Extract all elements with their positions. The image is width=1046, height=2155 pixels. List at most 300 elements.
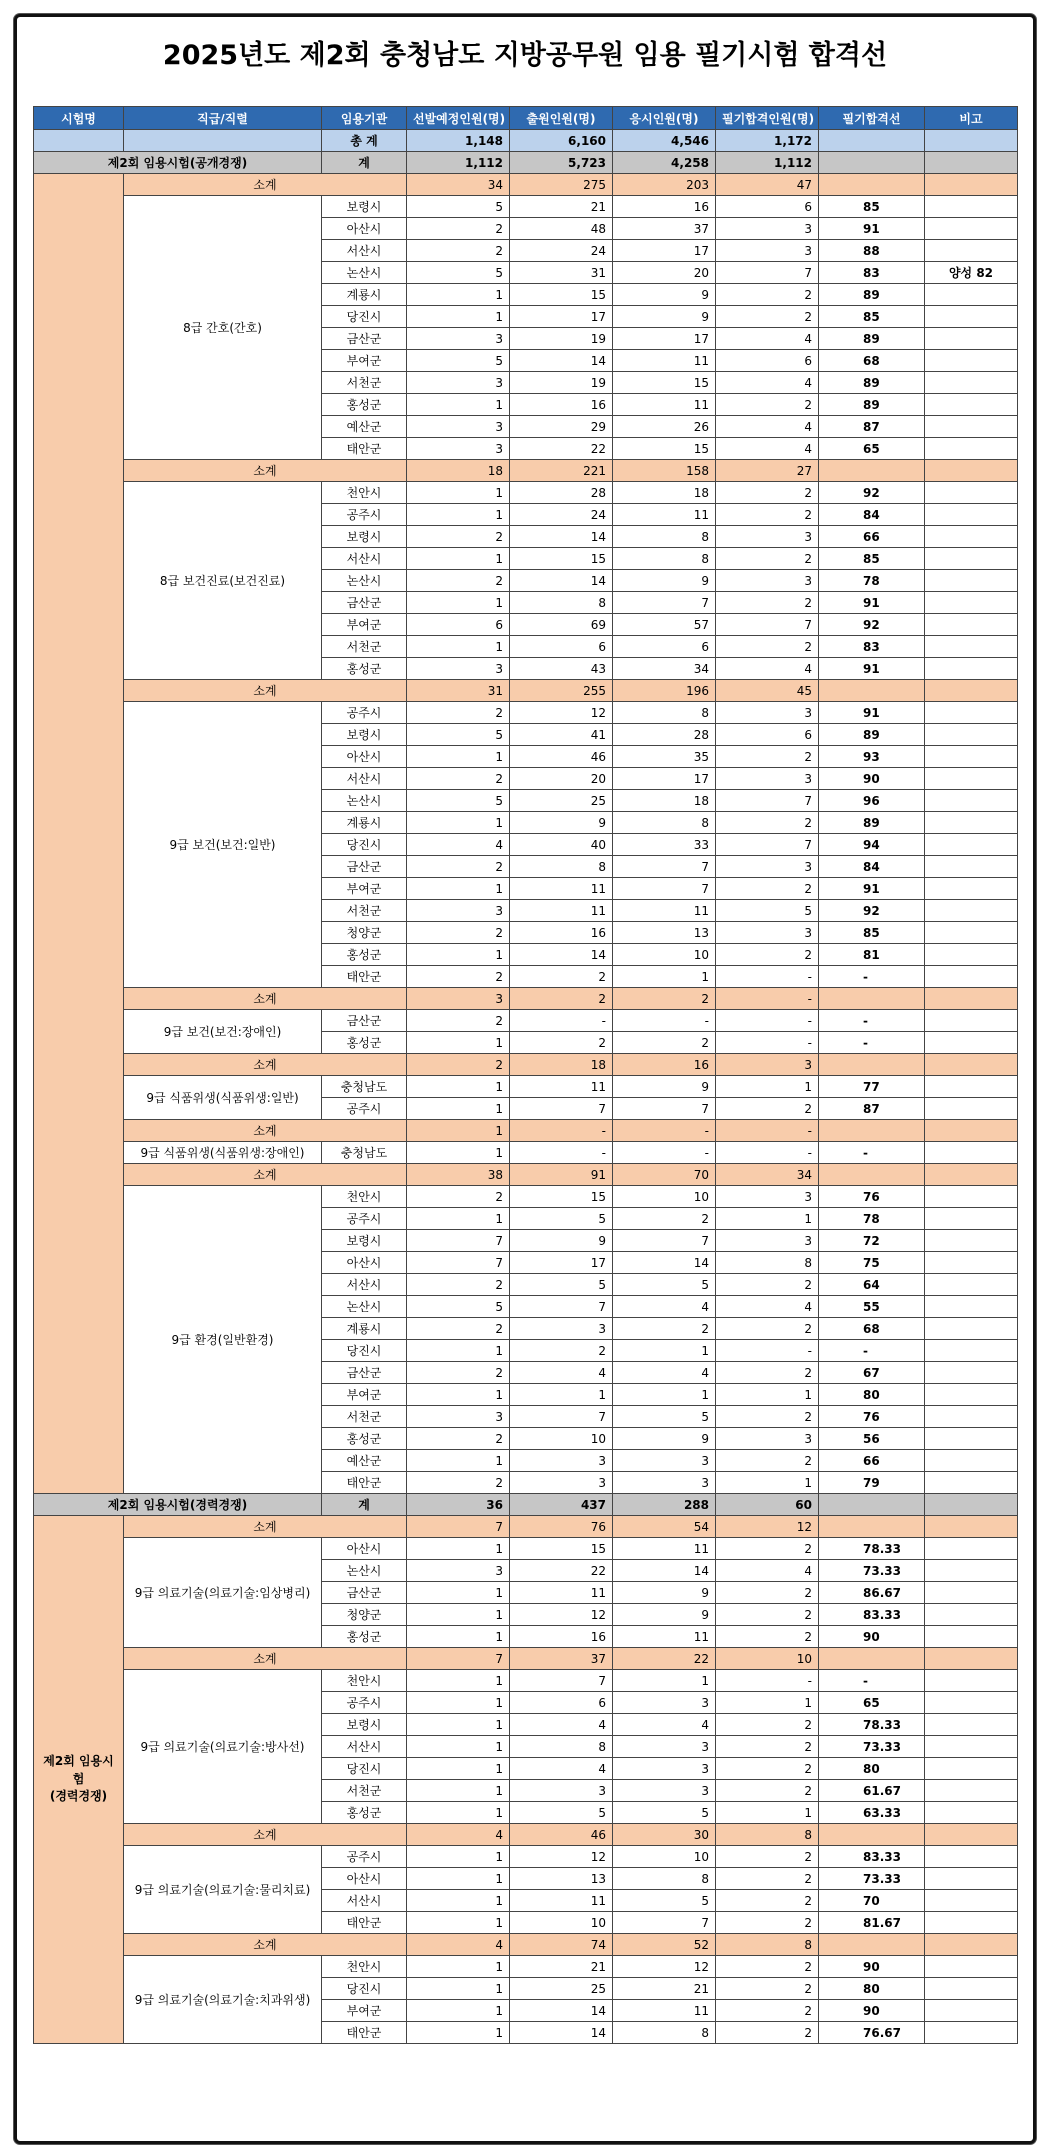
pass-score-cell: 56 [819,1428,925,1450]
agency-cell: 아산시 [322,1868,407,1890]
group-value: 5,723 [510,152,613,174]
pass-score-cell: 64 [819,1274,925,1296]
count-cell: 16 [510,394,613,416]
count-cell: 1 [716,1076,819,1098]
count-cell: 5 [407,196,510,218]
subtotal-value: 34 [716,1164,819,1186]
header-row [34,107,1018,130]
pass-score-cell: 86.67 [819,1582,925,1604]
count-cell: 2 [716,1758,819,1780]
count-cell: 40 [510,834,613,856]
subtotal-label: 소계 [124,1120,407,1142]
count-cell: 3 [407,1560,510,1582]
agency-cell: 서산시 [322,1890,407,1912]
exam-name-cell [34,174,124,1494]
subtotal-row [34,988,1018,1010]
remark-cell [925,1186,1018,1208]
count-cell: 14 [510,2022,613,2044]
remark-cell [925,724,1018,746]
count-cell: 11 [613,1538,716,1560]
count-cell: 2 [613,1032,716,1054]
subtotal-label: 소계 [124,1516,407,1538]
subtotal-value: 38 [407,1164,510,1186]
agency-cell: 공주시 [322,702,407,724]
subtotal-row [34,1824,1018,1846]
agency-cell: 논산시 [322,790,407,812]
count-cell: 2 [716,394,819,416]
job-series-cell: 9급 식품위생(식품위생:일반) [124,1076,322,1120]
agency-cell: 아산시 [322,746,407,768]
count-cell: 18 [613,482,716,504]
count-cell: 5 [407,350,510,372]
pass-score-cell: 83 [819,262,925,284]
count-cell: 7 [613,1230,716,1252]
count-cell: 37 [613,218,716,240]
subtotal-value: 3 [407,988,510,1010]
count-cell: 4 [613,1362,716,1384]
table-row [34,196,1018,218]
remark-cell [925,1076,1018,1098]
count-cell: 1 [407,1846,510,1868]
pass-score-cell: 92 [819,614,925,636]
total-value: 1,172 [716,130,819,152]
count-cell: 21 [613,1978,716,2000]
subtotal-value: 1 [407,1120,510,1142]
count-cell: 15 [510,1186,613,1208]
count-cell: 4 [716,328,819,350]
count-cell: 2 [407,1274,510,1296]
pass-score-cell: 91 [819,702,925,724]
count-cell: 15 [510,548,613,570]
count-cell: 2 [716,1604,819,1626]
remark-cell [925,1384,1018,1406]
count-cell: 8 [613,702,716,724]
count-cell: 11 [613,394,716,416]
table-row [34,1846,1018,1868]
count-cell: 34 [613,658,716,680]
count-cell: 7 [716,614,819,636]
count-cell: 4 [510,1714,613,1736]
agency-cell: 부여군 [322,1384,407,1406]
count-cell: 3 [716,218,819,240]
count-cell: 6 [510,636,613,658]
column-header: 응시인원(명) [613,107,716,130]
count-cell: 7 [716,790,819,812]
count-cell: 5 [613,1802,716,1824]
agency-cell: 서천군 [322,1406,407,1428]
pass-score-cell: 81 [819,944,925,966]
job-series-cell: 8급 간호(간호) [124,196,322,460]
pass-score-cell: 73.33 [819,1560,925,1582]
remark-cell [925,746,1018,768]
count-cell: 1 [716,1208,819,1230]
count-cell: 1 [407,1340,510,1362]
subtotal-value: 45 [716,680,819,702]
count-cell: 3 [407,658,510,680]
count-cell: 15 [613,372,716,394]
pass-score-cell: 93 [819,746,925,768]
count-cell: 2 [407,1186,510,1208]
count-cell: 14 [510,570,613,592]
remark-cell [925,1318,1018,1340]
agency-cell: 논산시 [322,1560,407,1582]
pass-score-cell: 89 [819,328,925,350]
subtotal-value: 7 [407,1648,510,1670]
pass-score-cell: - [819,1142,925,1164]
count-cell: 16 [613,196,716,218]
pass-score-cell: 61.67 [819,1780,925,1802]
agency-cell: 당진시 [322,306,407,328]
column-header: 직급/직렬 [124,107,322,130]
count-cell: 3 [407,1406,510,1428]
count-cell: 7 [510,1098,613,1120]
count-cell: 2 [407,218,510,240]
count-cell: 2 [716,944,819,966]
remark-cell [925,284,1018,306]
count-cell: 15 [510,284,613,306]
pass-score-cell: 72 [819,1230,925,1252]
pass-score-cell: 85 [819,548,925,570]
subtotal-empty-cell [819,1824,925,1846]
pass-score-cell: 90 [819,1626,925,1648]
agency-cell: 홍성군 [322,944,407,966]
exam-name-cell [34,1516,124,2044]
agency-cell: 당진시 [322,1978,407,2000]
subtotal-value: 54 [613,1516,716,1538]
count-cell: 1 [407,1142,510,1164]
count-cell: 7 [407,1252,510,1274]
count-cell: 12 [613,1956,716,1978]
count-cell: 11 [510,900,613,922]
count-cell: 7 [510,1670,613,1692]
count-cell: 57 [613,614,716,636]
pass-score-cell: 80 [819,1384,925,1406]
job-series-cell: 9급 의료기술(의료기술:임상병리) [124,1538,322,1648]
count-cell: - [716,1340,819,1362]
count-cell: 2 [716,592,819,614]
remark-cell: 양성 82 [925,262,1018,284]
table-row [34,1670,1018,1692]
count-cell: 1 [407,306,510,328]
agency-cell: 부여군 [322,350,407,372]
count-cell: 17 [613,240,716,262]
pass-score-cell: 76 [819,1186,925,1208]
count-cell: 9 [510,812,613,834]
count-cell: 1 [407,746,510,768]
subtotal-value: 31 [407,680,510,702]
pass-score-cell: 89 [819,372,925,394]
count-cell: 3 [613,1472,716,1494]
subtotal-row [34,1164,1018,1186]
remark-cell [925,548,1018,570]
count-cell: 20 [510,768,613,790]
count-cell: 3 [510,1318,613,1340]
count-cell: 2 [407,570,510,592]
count-cell: 2 [407,1428,510,1450]
count-cell: 2 [716,1406,819,1428]
subtotal-empty-cell [925,1934,1018,1956]
table-row [34,1538,1018,1560]
count-cell: 1 [407,592,510,614]
remark-cell [925,2000,1018,2022]
job-series-cell: 9급 의료기술(의료기술:치과위생) [124,1956,322,2044]
count-cell: 3 [407,438,510,460]
table-row [34,1076,1018,1098]
agency-cell: 논산시 [322,1296,407,1318]
remark-cell [925,1890,1018,1912]
count-cell: 2 [716,1714,819,1736]
count-cell: 11 [613,350,716,372]
count-cell: 3 [716,240,819,262]
count-cell: 2 [716,284,819,306]
total-label: 총 계 [322,130,407,152]
pass-score-cell: 65 [819,438,925,460]
pass-score-cell: 85 [819,306,925,328]
subtotal-row [34,1516,1018,1538]
group-name: 제2회 임용시험(경력경쟁) [34,1494,322,1516]
remark-cell [925,438,1018,460]
count-cell: 2 [407,1472,510,1494]
count-cell: 11 [613,900,716,922]
count-cell: 1 [407,1912,510,1934]
remark-cell [925,1604,1018,1626]
subtotal-row [34,174,1018,196]
remark-cell [925,1450,1018,1472]
job-series-cell: 9급 환경(일반환경) [124,1186,322,1494]
count-cell: 14 [510,2000,613,2022]
count-cell: 2 [716,504,819,526]
count-cell: 9 [613,1076,716,1098]
count-cell: 17 [613,768,716,790]
agency-cell: 아산시 [322,1252,407,1274]
subtotal-value: 10 [716,1648,819,1670]
remark-cell [925,878,1018,900]
subtotal-label: 소계 [124,1824,407,1846]
agency-cell: 서산시 [322,548,407,570]
count-cell: - [716,1032,819,1054]
count-cell: 3 [613,1736,716,1758]
count-cell: 2 [716,1362,819,1384]
remark-cell [925,1274,1018,1296]
pass-score-cell: - [819,1010,925,1032]
count-cell: 15 [510,1538,613,1560]
agency-cell: 금산군 [322,592,407,614]
count-cell: 4 [716,658,819,680]
count-cell: 2 [407,856,510,878]
count-cell: 1 [716,1692,819,1714]
count-cell: 3 [613,1450,716,1472]
total-empty-cell [124,130,322,152]
remark-cell [925,1692,1018,1714]
count-cell: 2 [613,1318,716,1340]
pass-score-cell: 90 [819,2000,925,2022]
agency-cell: 서산시 [322,1736,407,1758]
subtotal-empty-cell [819,1120,925,1142]
group-label: 계 [322,1494,407,1516]
agency-cell: 아산시 [322,218,407,240]
count-cell: 10 [613,1186,716,1208]
count-cell: 4 [716,372,819,394]
group-value: 4,258 [613,152,716,174]
count-cell: 2 [407,922,510,944]
count-cell: 48 [510,218,613,240]
remark-cell [925,2022,1018,2044]
subtotal-value: 16 [613,1054,716,1076]
count-cell: 20 [613,262,716,284]
count-cell: 8 [613,526,716,548]
subtotal-empty-cell [925,1516,1018,1538]
subtotal-empty-cell [819,1648,925,1670]
count-cell: 3 [510,1450,613,1472]
pass-score-cell: 83.33 [819,1604,925,1626]
count-cell: 1 [407,944,510,966]
count-cell: 3 [716,1186,819,1208]
pass-score-cell: 80 [819,1978,925,2000]
count-cell: 17 [613,328,716,350]
count-cell: 1 [407,1626,510,1648]
count-cell: 7 [510,1296,613,1318]
count-cell: 24 [510,240,613,262]
count-cell: 2 [716,1868,819,1890]
pass-score-cell: 81.67 [819,1912,925,1934]
count-cell: 22 [510,438,613,460]
count-cell: 25 [510,790,613,812]
count-cell: 1 [407,1780,510,1802]
pass-score-cell: 85 [819,922,925,944]
subtotal-empty-cell [819,1934,925,1956]
remark-cell [925,944,1018,966]
count-cell: 1 [407,1582,510,1604]
column-header: 임용기관 [322,107,407,130]
count-cell: 6 [613,636,716,658]
count-cell: 2 [716,1890,819,1912]
count-cell: 1 [716,1802,819,1824]
remark-cell [925,218,1018,240]
subtotal-row [34,460,1018,482]
pass-score-cell: 89 [819,812,925,834]
count-cell: 2 [510,966,613,988]
agency-cell: 태안군 [322,438,407,460]
remark-cell [925,790,1018,812]
count-cell: 1 [407,1538,510,1560]
agency-cell: 홍성군 [322,1626,407,1648]
count-cell: 21 [510,1956,613,1978]
pass-score-cell: 73.33 [819,1868,925,1890]
subtotal-row [34,1120,1018,1142]
count-cell: 14 [510,944,613,966]
agency-cell: 공주시 [322,1208,407,1230]
count-cell: 12 [510,1604,613,1626]
pass-score-cell: 89 [819,284,925,306]
subtotal-value: 8 [716,1824,819,1846]
subtotal-empty-cell [819,1164,925,1186]
count-cell: 4 [510,1758,613,1780]
count-cell: 2 [716,306,819,328]
subtotal-value: - [716,1120,819,1142]
count-cell: 2 [407,1318,510,1340]
subtotal-empty-cell [819,1516,925,1538]
pass-score-cell: - [819,1670,925,1692]
count-cell: 5 [613,1406,716,1428]
agency-cell: 논산시 [322,262,407,284]
agency-cell: 금산군 [322,1582,407,1604]
pass-score-cell: 91 [819,592,925,614]
subtotal-value: 74 [510,1934,613,1956]
agency-cell: 천안시 [322,1956,407,1978]
subtotal-label: 소계 [124,1054,407,1076]
agency-cell: 계룡시 [322,284,407,306]
count-cell: 3 [510,1780,613,1802]
subtotal-empty-cell [925,1824,1018,1846]
pass-score-cell: 92 [819,900,925,922]
remark-cell [925,1428,1018,1450]
pass-score-cell: 84 [819,856,925,878]
count-cell: 2 [716,1318,819,1340]
agency-cell: 당진시 [322,1758,407,1780]
subtotal-label: 소계 [124,174,407,196]
remark-cell [925,658,1018,680]
count-cell: 33 [613,834,716,856]
job-series-cell: 8급 보건진료(보건진료) [124,482,322,680]
remark-cell [925,482,1018,504]
count-cell: 15 [613,438,716,460]
group-value: 1,112 [716,152,819,174]
count-cell: 1 [613,1384,716,1406]
results-table [33,106,1018,2044]
agency-cell: 천안시 [322,1186,407,1208]
subtotal-value: 18 [510,1054,613,1076]
count-cell: 5 [407,1296,510,1318]
pass-score-cell: 76.67 [819,2022,925,2044]
count-cell: 2 [407,966,510,988]
count-cell: 2 [407,702,510,724]
remark-cell [925,1582,1018,1604]
remark-cell [925,900,1018,922]
count-cell: 5 [510,1802,613,1824]
remark-cell [925,922,1018,944]
count-cell: 11 [613,504,716,526]
agency-cell: 부여군 [322,2000,407,2022]
count-cell: 3 [716,768,819,790]
agency-cell: 금산군 [322,1362,407,1384]
count-cell: 2 [716,1274,819,1296]
count-cell: 13 [613,922,716,944]
total-value: 6,160 [510,130,613,152]
count-cell: 7 [510,1406,613,1428]
count-cell: 7 [613,1098,716,1120]
count-cell: 2 [716,1626,819,1648]
count-cell: - [510,1142,613,1164]
column-header: 시험명 [34,107,124,130]
count-cell: 1 [407,1868,510,1890]
count-cell: 10 [613,944,716,966]
column-header: 비고 [925,107,1018,130]
pass-score-cell: 87 [819,1098,925,1120]
remark-cell [925,1846,1018,1868]
count-cell: 8 [510,592,613,614]
remark-cell [925,1736,1018,1758]
count-cell: 10 [510,1912,613,1934]
count-cell: 9 [510,1230,613,1252]
count-cell: 8 [613,548,716,570]
count-cell: 7 [716,262,819,284]
count-cell: 2 [716,1582,819,1604]
count-cell: 4 [613,1296,716,1318]
remark-cell [925,570,1018,592]
agency-cell: 서천군 [322,372,407,394]
pass-score-cell: 79 [819,1472,925,1494]
count-cell: 5 [407,262,510,284]
